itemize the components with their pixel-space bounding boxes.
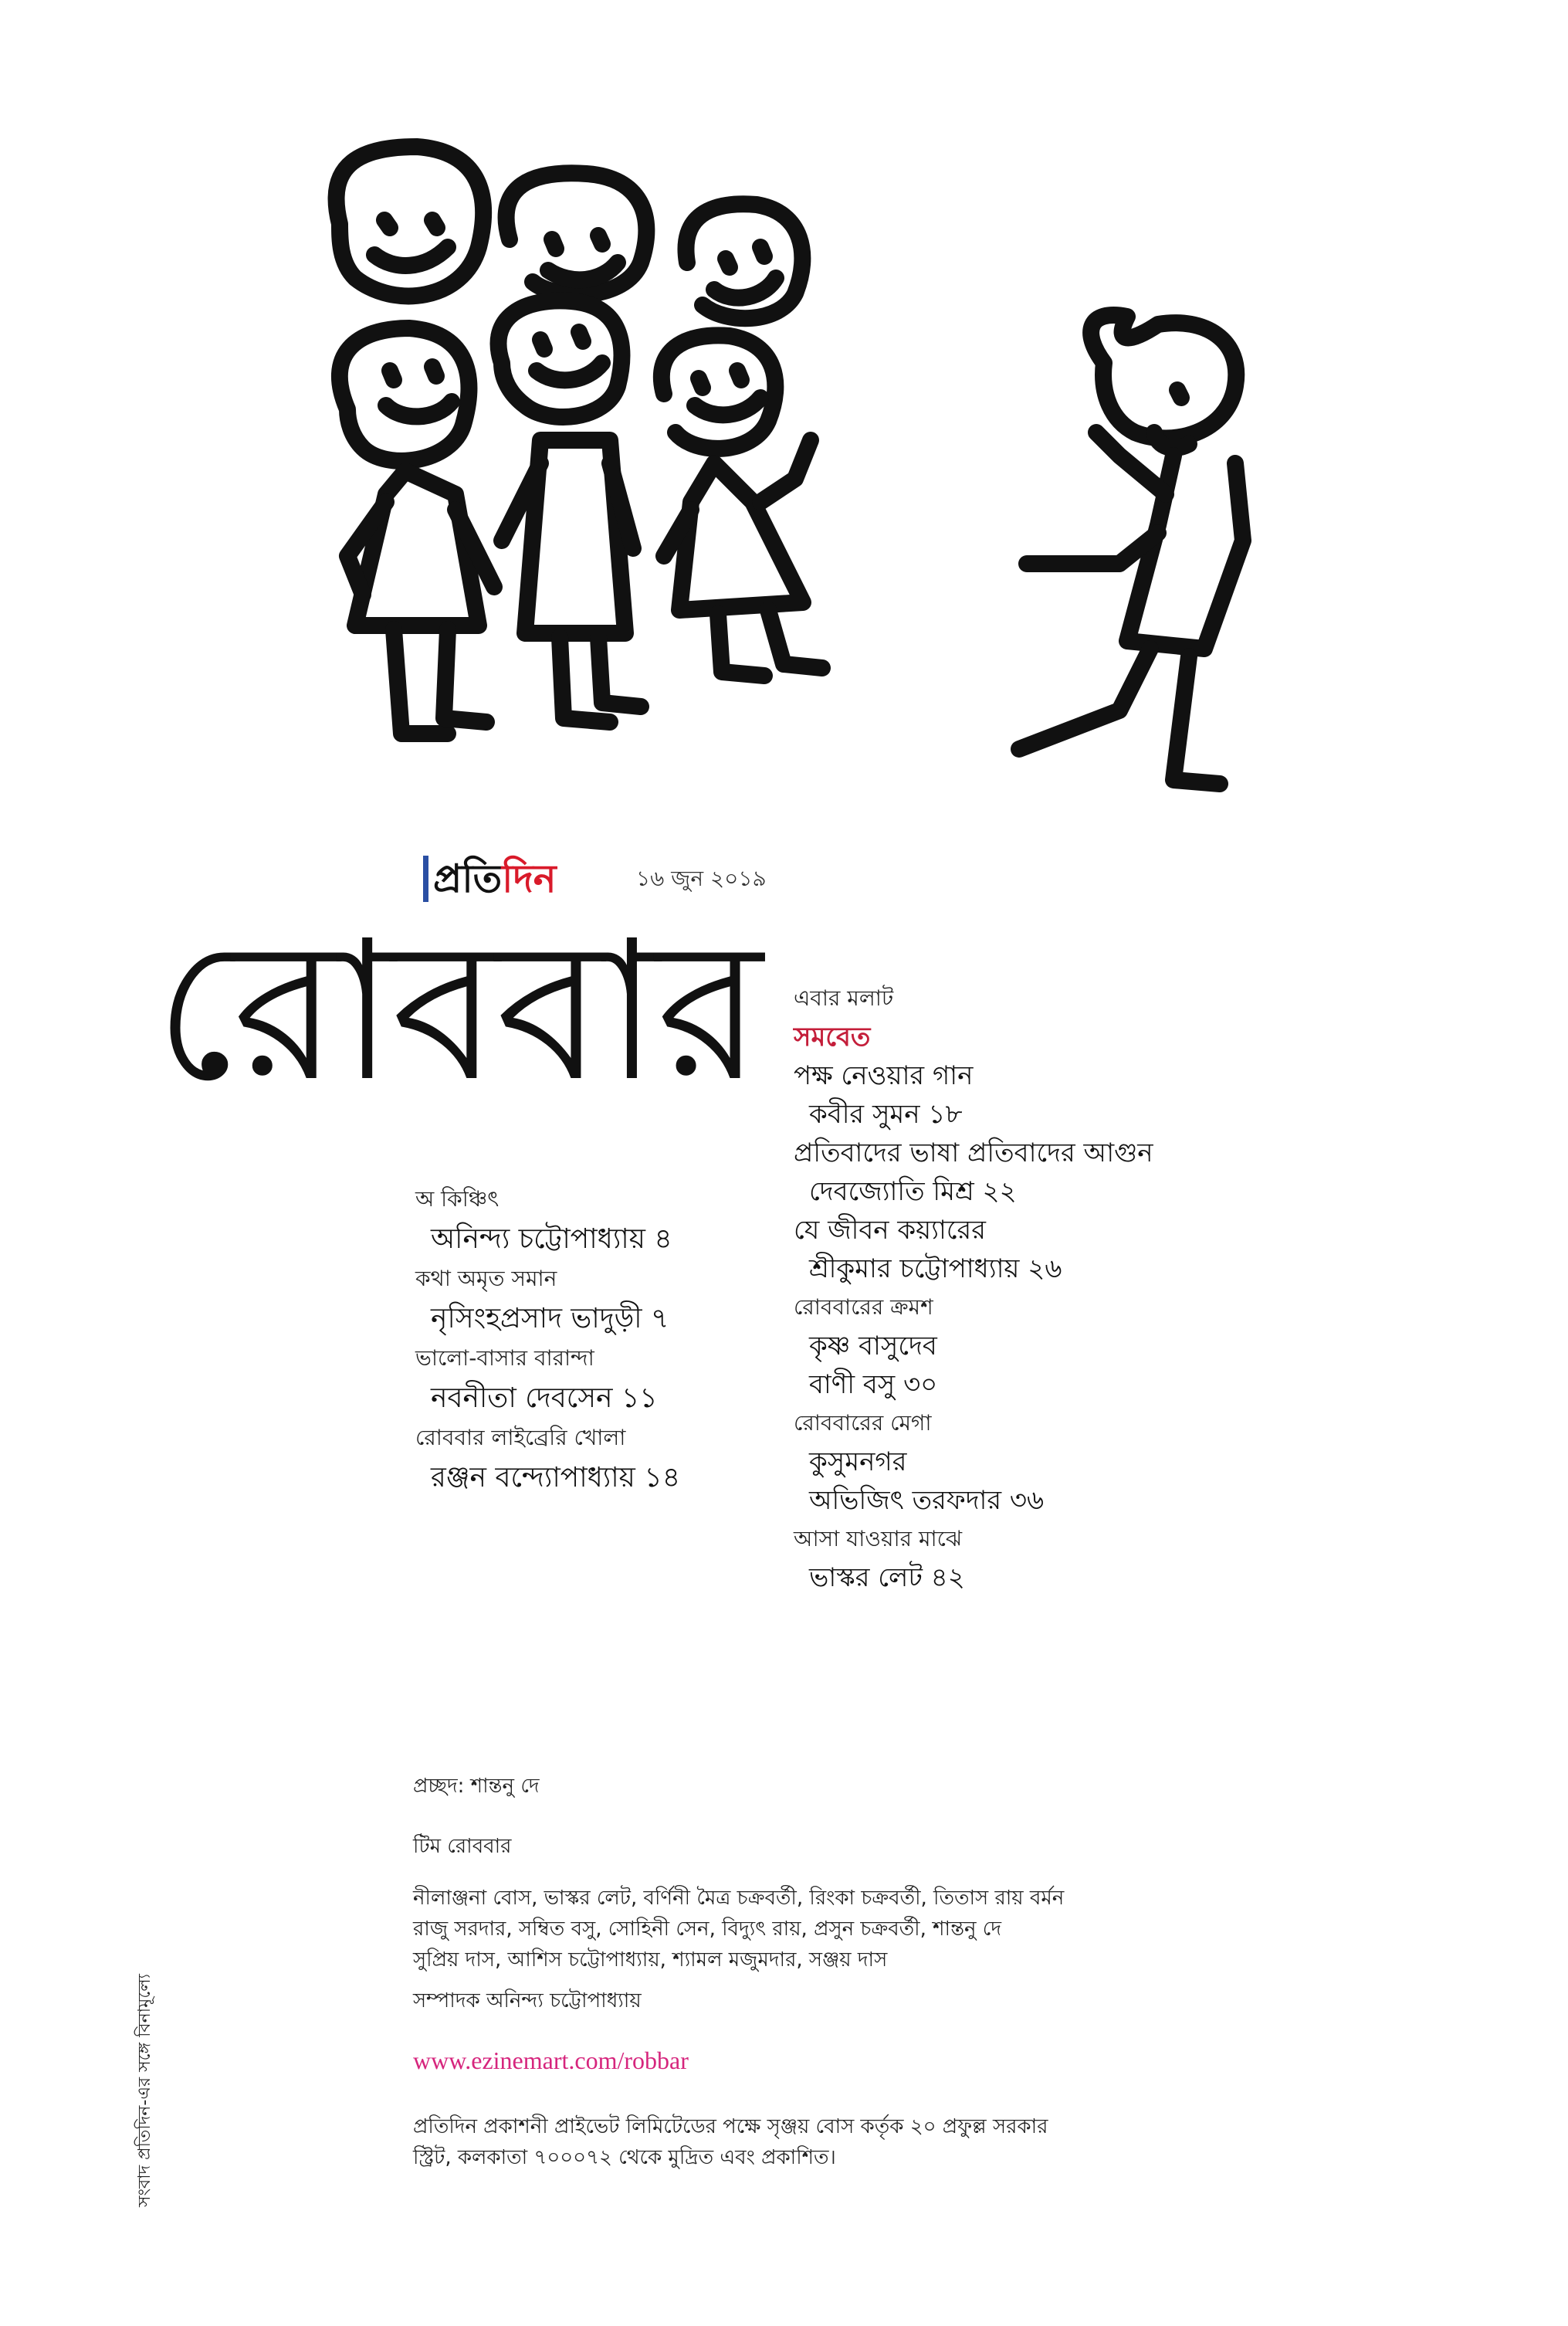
toc-section: রোববার লাইব্রেরি খোলা xyxy=(415,1425,626,1450)
sidebar-note: সংবাদ প্রতিদিন-এর সঙ্গে বিনামূল্যে xyxy=(135,1974,154,2207)
front-child-left-icon xyxy=(340,328,494,734)
pratidin-logo xyxy=(423,856,557,902)
imprint-line: স্ট্রিট, কলকাতা ৭০০০৭২ থেকে মুদ্রিত এবং প্রকাশিত। xyxy=(413,2146,836,2169)
toc-right-column xyxy=(794,979,1153,1597)
back-child-middle-head-icon xyxy=(506,173,647,294)
toc-section: আসা যাওয়ার মাঝে xyxy=(794,1526,963,1551)
toc-author: কবীর সুমন ১৮ xyxy=(809,1099,963,1130)
toc-author: নবনীতা দেবসেন ১১ xyxy=(431,1382,658,1414)
sidebar-note-wrap xyxy=(131,1813,162,2207)
toc-section: রোববারের ক্রমশ xyxy=(794,1294,933,1320)
toc-author: অভিজিৎ তরফদার ৩৬ xyxy=(809,1485,1045,1516)
back-child-left-head-icon xyxy=(337,147,484,296)
imprint-text xyxy=(413,2111,1048,2173)
toc-title: প্রতিবাদের ভাষা প্রতিবাদের আগুন xyxy=(794,1138,1153,1168)
toc-section: কথা অমৃত সমান xyxy=(415,1266,557,1291)
toc-author: নৃসিংহপ্রসাদ ভাদুড়ী ৭ xyxy=(431,1303,669,1334)
toc-section: ভালো-বাসার বারান্দা xyxy=(415,1345,594,1371)
children-illustration xyxy=(0,0,1568,834)
toc-section: রোববারের মেগা xyxy=(794,1410,932,1436)
website-link[interactable]: www.ezinemart.com/robbar xyxy=(413,2046,689,2074)
toc-left-column xyxy=(415,1180,680,1498)
toc-author: শ্রীকুমার চট্টোপাধ্যায় ২৬ xyxy=(809,1253,1062,1284)
logo-word-2: দিন xyxy=(502,856,557,901)
team-line: রাজু সরদার, সম্বিত বসু, সোহিনী সেন, বিদ্যুৎ রায়, প্রসুন চক্রবর্তী, শান্তনু দে xyxy=(413,1917,1001,1941)
back-child-right-head-icon xyxy=(686,204,802,318)
toc-author: দেবজ্যোতি মিশ্র ২২ xyxy=(809,1176,1017,1207)
front-child-middle-icon xyxy=(499,300,641,722)
cover-credit: প্রচ্ছদ: শান্তনু দে xyxy=(413,1775,540,1798)
team-heading: টিম রোববার xyxy=(413,1835,512,1858)
toc-section: এবার মলাট xyxy=(794,985,894,1011)
imprint-line: প্রতিদিন প্রকাশনী প্রাইভেট লিমিটেডের পক্ষে সৃঞ্জয় বোস কর্তৃক ২০ প্রফুল্ল সরকার xyxy=(413,2115,1048,2138)
team-members xyxy=(413,1883,1064,1975)
toc-title-red: সমবেত xyxy=(794,1022,871,1053)
toc-title: যে জীবন কয়্যারের xyxy=(794,1215,986,1246)
front-child-right-icon xyxy=(662,335,822,676)
team-line: নীলাঞ্জনা বোস, ভাস্কর লেট, বর্ণিনী মৈত্র চক্রবর্তী, রিংকা চক্রবর্তী, তিতাস রায় বর্মন xyxy=(413,1887,1065,1910)
toc-title: পক্ষ নেওয়ার গান xyxy=(794,1060,974,1091)
toc-section: অ কিঞ্চিৎ xyxy=(415,1186,500,1212)
masthead-title: রোববার xyxy=(154,899,760,1124)
editor-credit: সম্পাদক অনিন্দ্য চট্টোপাধ্যায় xyxy=(413,1989,642,2012)
team-line: সুপ্রিয় দাস, আশিস চট্টোপাধ্যায়, শ্যামল মজুমদার, সঞ্জয় দাস xyxy=(413,1948,888,1972)
running-child-icon xyxy=(1019,315,1243,784)
toc-author: কৃষ্ণ বাসুদেব xyxy=(809,1331,937,1361)
logo-word-1: প্রতি xyxy=(433,856,503,901)
toc-author: রঞ্জন বন্দ্যোপাধ্যায় ১৪ xyxy=(431,1462,681,1494)
toc-author: ভাস্কর লেট ৪২ xyxy=(809,1562,965,1593)
issue-date: ১৬ জুন ২০১৯ xyxy=(636,866,767,891)
toc-author: কুসুমনগর xyxy=(809,1446,907,1477)
toc-author: বাণী বসু ৩০ xyxy=(809,1369,938,1400)
logo-blue-bar xyxy=(423,856,428,902)
toc-author: অনিন্দ্য চট্টোপাধ্যায় ৪ xyxy=(431,1223,672,1255)
